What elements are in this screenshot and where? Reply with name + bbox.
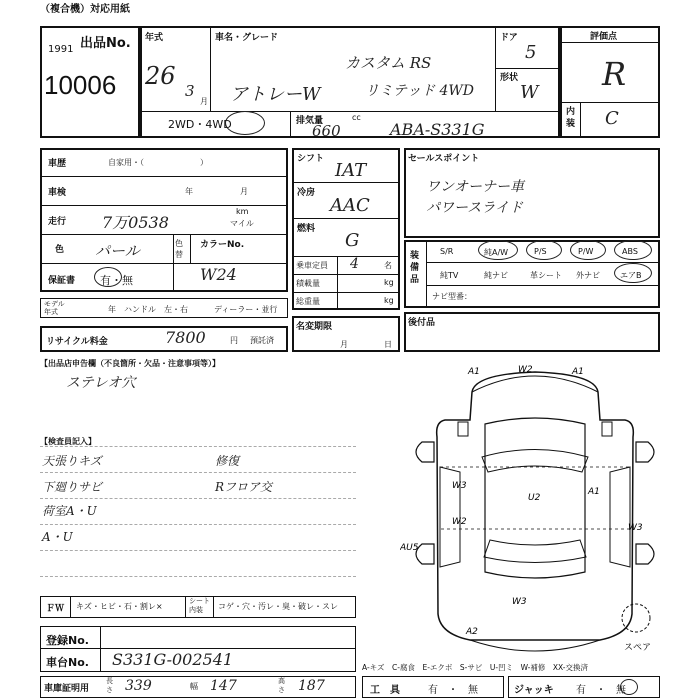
mark-w3-rear: W3 [512,597,527,607]
cert-length-value: 339 [125,678,152,694]
jack-circle [620,679,638,695]
tools-label: 工 具 [370,685,400,696]
type-label: 形状 [500,73,519,83]
mark-w3-left: W3 [452,481,467,491]
fw-seat-text: コゲ・穴・汚レ・臭・破レ・スレ [218,602,338,611]
name-change-month: 月 [340,340,348,349]
mark-w2-front: W2 [518,365,533,375]
mileage-value: 7万0538 [102,213,169,232]
aircon-label: 冷房 [297,188,316,198]
notes-label: 【出品店申告欄（不良箇所・欠品・注意事項等）】 [40,359,220,368]
month-unit: 月 [200,97,208,106]
dealer-label: ディーラー・並行 [214,305,278,314]
shaken-year-unit: 年 [185,187,193,196]
color-value: パール [95,242,140,260]
color-code-label: カラーNo. [200,240,245,250]
equip-airbag: エアB [620,271,642,280]
tools-options: 有 ・ 無 [428,685,478,696]
type-value: W [520,82,539,103]
model-year-label: モデル年式 [44,300,65,316]
cert-height-label: 高さ [278,677,285,694]
mark-a2-rear: A2 [466,627,478,637]
name-line2: アトレーW [230,84,321,105]
name-change-label: 名変期限 [296,322,333,332]
name-label: 車名・グレード [215,33,279,43]
recycle-deposited: 預託済 [250,336,274,345]
mileage-label: 走行 [48,217,67,227]
weight-unit: kg [384,296,394,305]
doors-value: 5 [525,42,537,63]
interior-value: C [605,108,619,129]
name-line1: カスタム RS [345,54,432,72]
equip-tv: 純TV [440,271,459,280]
lot-year-tag: 1991 [48,44,74,55]
spare-label: スペア [624,643,652,653]
warranty-circle [94,267,122,287]
fuel-value: G [345,230,360,251]
mileage-unit-mile: マイル [230,219,254,228]
mark-w2-left: W2 [452,517,467,527]
inspector-left-3: 荷室A・U [42,504,97,518]
mark-au5-left: AU5 [400,543,419,553]
doors-label: ドア [500,33,518,43]
car-damage-diagram [400,362,670,654]
chassis-label: 車台No. [46,656,89,669]
equipment-label: 装備品 [410,251,420,285]
recycle-label: リサイクル料金 [46,337,108,347]
fw-seat-label: シート内装 [189,597,210,614]
name-line3: リミテッド 4WD [365,83,474,99]
shift-label: シフト [297,154,325,164]
model-year-unit: 年 [108,305,116,314]
year-value: 26 [145,62,176,90]
drive-label: 2WD・4WD [168,118,232,131]
notes-text: ステレオ穴 [66,375,136,391]
color-code-value: W24 [200,265,237,284]
name-change-day: 日 [384,340,392,349]
equip-abs-circle [614,240,652,260]
cert-width-value: 147 [210,678,237,694]
fuel-label: 燃料 [297,224,316,234]
equip-ps-circle [526,240,562,260]
mark-w3-right: W3 [628,523,643,533]
shift-value: IAT [335,160,367,181]
handle-label: ハンドル 左・右 [124,305,188,314]
lot-label: 出品No. [80,36,131,51]
shaken-month-unit: 月 [240,187,248,196]
mileage-unit-km: km [236,207,249,216]
sales-point-label: セールスポイント [408,154,480,164]
equip-leather: 革シート [530,271,562,280]
jack-label: ジャッキ [514,685,554,696]
mark-a1-front-left: A1 [468,367,480,377]
recycle-value: 7800 [165,328,206,347]
retrofit-label: 後付品 [408,318,436,328]
cert-label: 車庫証明用 [44,684,90,694]
year-label: 年式 [145,33,164,43]
displacement-unit: cc [352,113,361,122]
mark-a1-front-right: A1 [572,367,584,377]
displacement-label: 排気量 [296,116,324,126]
displacement-value: 660 [312,122,341,140]
drive-circle [225,111,265,135]
equip-ps: P/S [534,247,547,256]
inspector-left-2: 下廻りサビ [42,480,103,494]
interior-label: 内装 [566,107,576,129]
reg-label: 登録No. [46,634,89,647]
equip-airbag-circle [614,263,652,283]
sales-point-line2: パワースライド [426,200,523,216]
equip-pw-circle [570,240,606,260]
equip-navi: 純ナビ [484,271,508,280]
rating-value: R [602,55,627,93]
capacity-label: 乗車定員 [296,261,328,270]
shaken-label: 車検 [48,188,67,198]
lot-number: 10006 [44,70,117,100]
equip-aw: 純A/W [484,248,509,257]
capacity-unit: 名 [384,261,392,270]
fw-damage: キズ・ヒビ・石・割レ× [76,602,163,611]
weight-label: 総重量 [296,297,320,306]
recycle-unit: 円 [230,336,238,345]
history-label: 車歴 [48,159,67,169]
history-value: 自家用・（ ） [108,158,208,167]
capacity-value: 4 [350,256,359,272]
rating-label: 評価点 [590,32,618,42]
cert-height-value: 187 [298,678,325,694]
color-label: 色 [55,245,65,255]
inspector-left-4: A・U [42,530,73,544]
inspector-right-1: 修復 [215,454,240,468]
jack-options: 有 ・ 無 [576,685,626,696]
warranty-options: 有・無 [100,274,133,287]
equip-aw-circle [478,240,518,260]
equip-ext-navi: 外ナビ [576,271,600,280]
aircon-value: AAC [330,195,370,216]
sales-point-line1: ワンオーナー車 [426,179,524,195]
chassis-value: S331G-002541 [112,650,234,669]
cert-width-label: 幅 [190,682,198,691]
month-value: 3 [185,82,195,100]
warranty-label: 保証書 [48,276,76,286]
inspector-left-1: 天張りキズ [42,454,102,468]
inspector-right-2: Rフロア交 [215,480,273,494]
damage-legend: A-キズ C-腐食 E-エクボ S-サビ U-凹ミ W-補修 XX-交換済 [362,663,588,672]
load-label: 積載量 [296,279,320,288]
fw-label: ＦＷ [46,604,65,614]
equip-pw: P/W [578,247,594,256]
equip-abs: ABS [622,247,638,256]
form-label: （複合機）対応用紙 [40,4,130,15]
navi-model-label: ナビ型番： [432,292,472,301]
mark-u2-center: U2 [528,493,541,503]
load-unit: kg [384,278,394,287]
retrofit-box [404,312,660,352]
mark-a1-right: A1 [588,487,600,497]
inspector-label: 【検査員記入】 [40,437,96,446]
cert-length-label: 長さ [106,677,113,694]
model-code: ABA-S331G [390,120,485,139]
color-change-label: 色替 [175,239,183,259]
equip-sr: S/R [440,247,454,256]
